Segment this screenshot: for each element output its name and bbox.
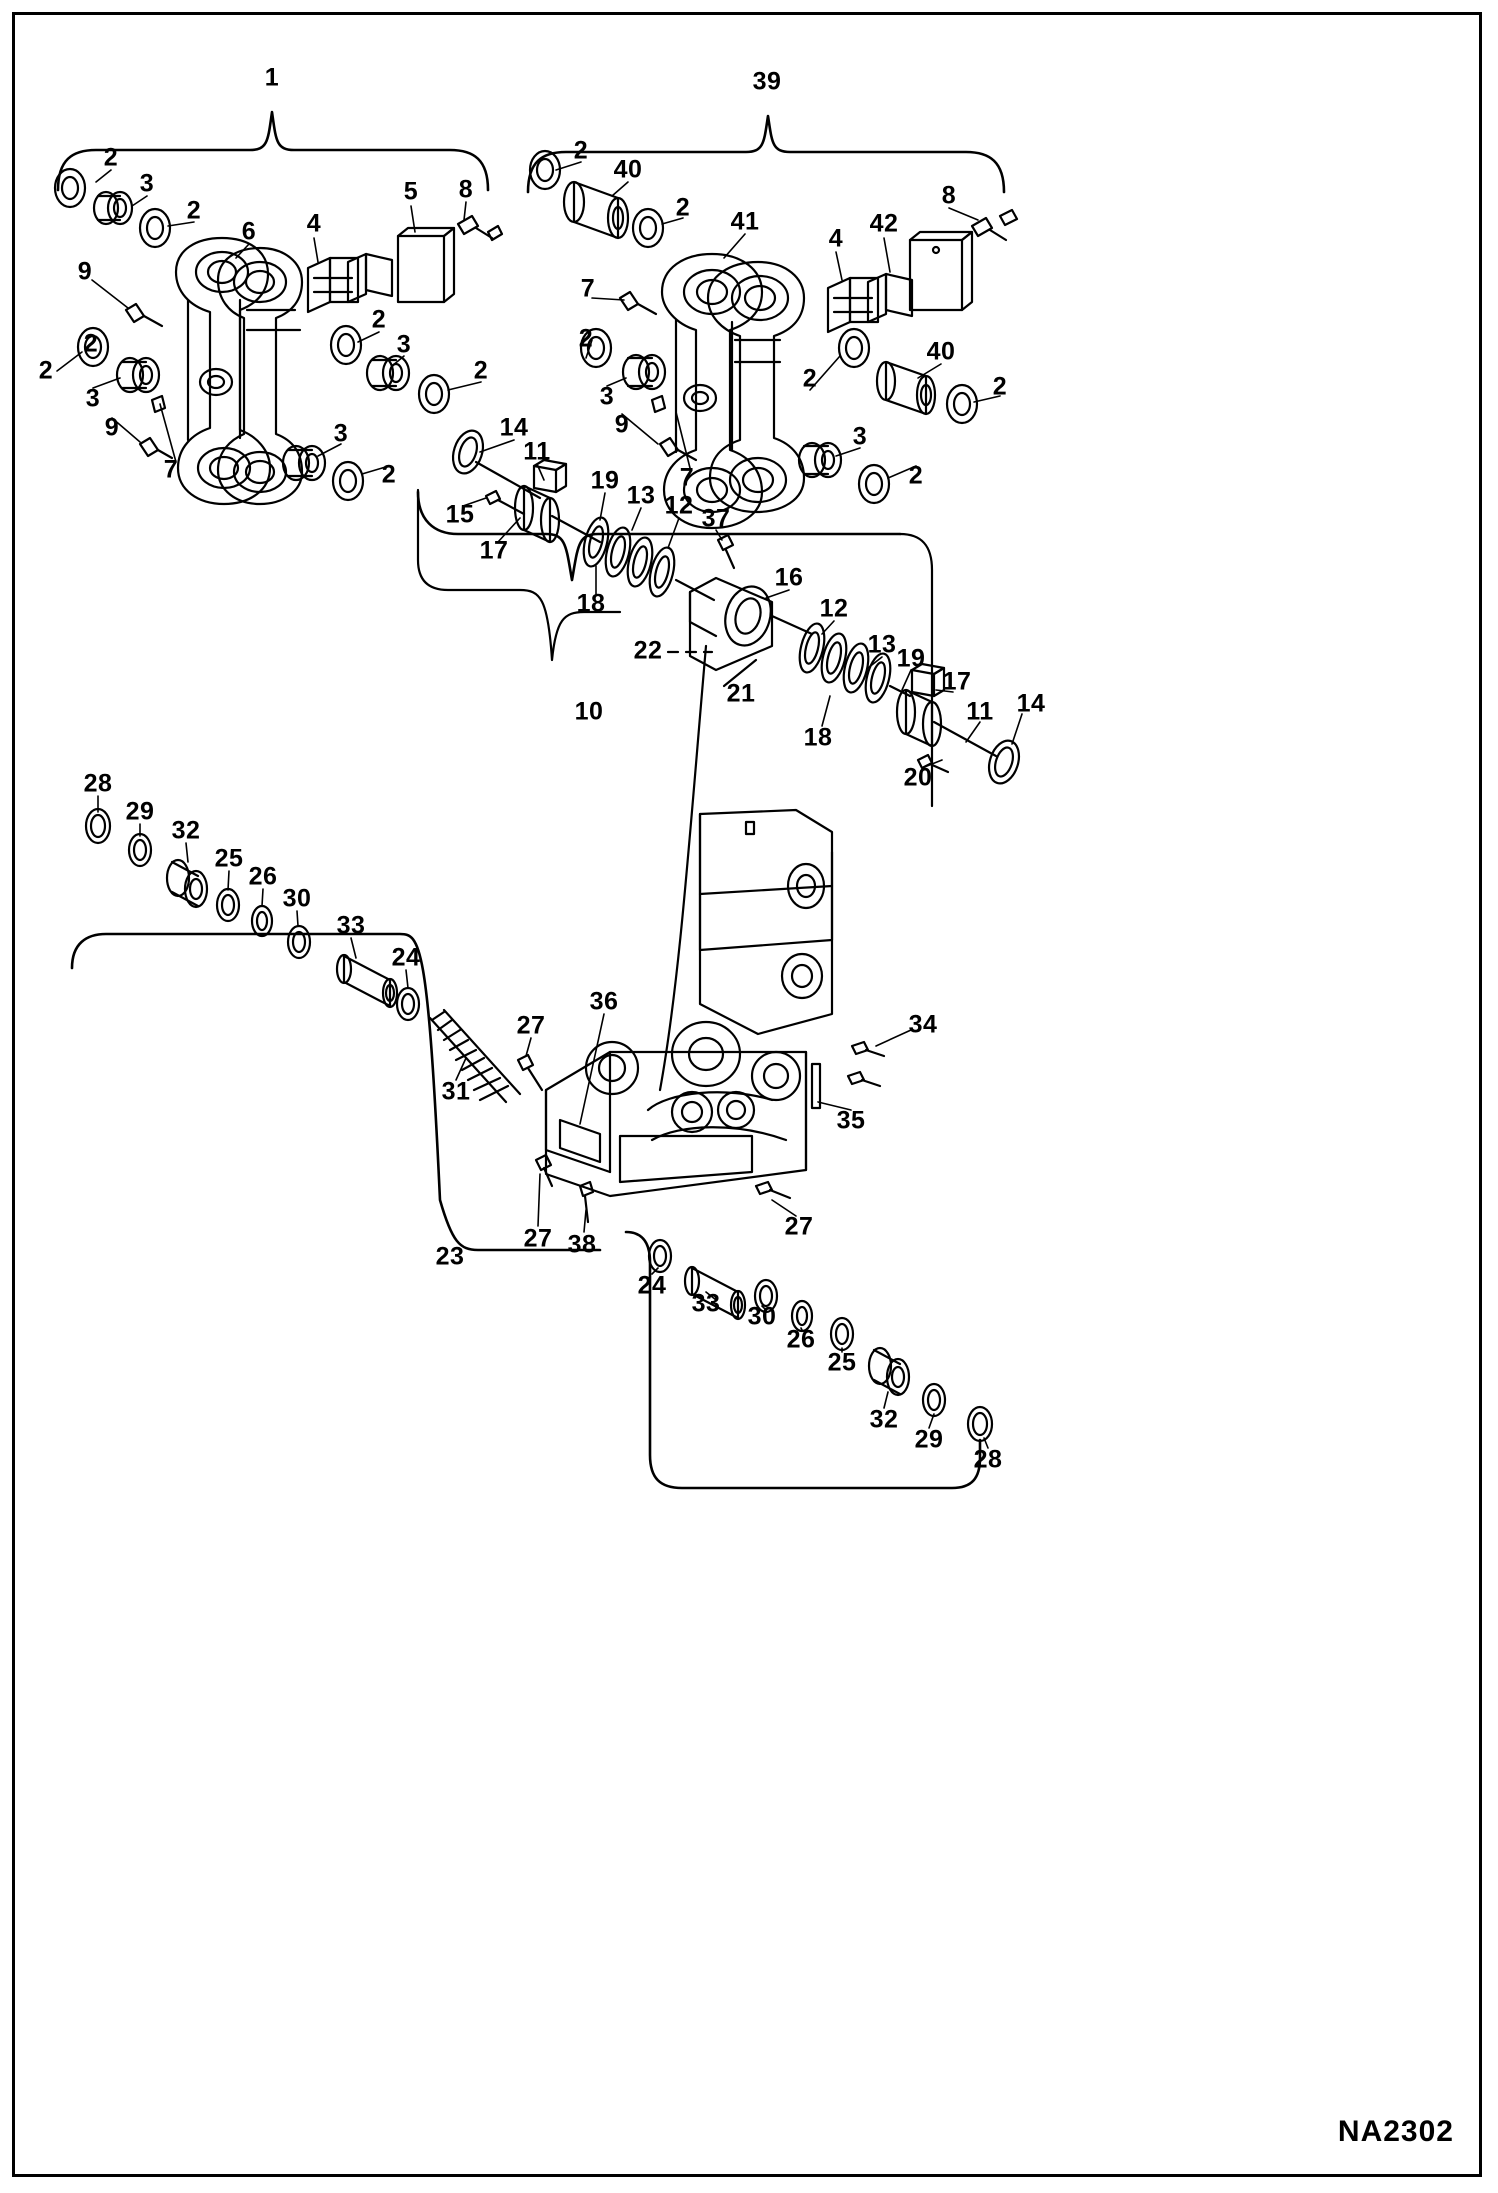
callout-number: 28 — [83, 769, 113, 798]
callout-number: 24 — [391, 943, 421, 972]
callout-number: 2 — [103, 143, 119, 172]
callout-number: 30 — [747, 1302, 777, 1331]
callout-number: 13 — [867, 630, 897, 659]
drawing-code-label: NA2302 — [1337, 2115, 1454, 2148]
callout-number: 18 — [803, 723, 833, 752]
callout-number: 11 — [523, 437, 551, 466]
callout-number: 2 — [186, 196, 202, 225]
callout-number: 4 — [828, 224, 844, 253]
callout-number: 25 — [827, 1348, 857, 1377]
callout-number: 14 — [1016, 689, 1046, 718]
callout-number: 7 — [580, 274, 596, 303]
callout-number: 1 — [264, 63, 280, 92]
callout-number: 26 — [248, 862, 278, 891]
callout-number: 13 — [626, 481, 656, 510]
callout-number: 33 — [691, 1289, 721, 1318]
callout-number: 3 — [333, 419, 349, 448]
callout-number: 26 — [786, 1325, 816, 1354]
callout-number: 3 — [85, 384, 101, 413]
callout-number: 8 — [458, 175, 474, 204]
callout-number: 3 — [599, 382, 615, 411]
callout-number: 2 — [578, 324, 594, 353]
callout-number: 24 — [637, 1271, 667, 1300]
callout-number: 17 — [942, 667, 972, 696]
callout-number: 12 — [664, 491, 694, 520]
callout-number: 12 — [819, 594, 849, 623]
callout-number: 40 — [926, 337, 956, 366]
callout-number: 2 — [83, 329, 99, 358]
callout-number: 2 — [573, 136, 589, 165]
callout-number: 20 — [903, 763, 933, 792]
callout-number: 27 — [523, 1224, 553, 1253]
callout-number: 29 — [914, 1425, 944, 1454]
callout-number: 2 — [38, 356, 54, 385]
callout-number: 2 — [802, 364, 818, 393]
callout-number: 14 — [499, 413, 529, 442]
callout-number: 22 — [633, 636, 663, 665]
callout-number: 32 — [869, 1405, 899, 1434]
callout-number: 9 — [77, 257, 93, 286]
callout-number: 28 — [973, 1445, 1003, 1474]
callout-number: 27 — [516, 1011, 546, 1040]
callout-number: 3 — [852, 422, 868, 451]
callout-number: 2 — [371, 305, 387, 334]
callout-number: 2 — [675, 193, 691, 222]
callout-number: 34 — [908, 1010, 938, 1039]
callout-number: 30 — [282, 884, 312, 913]
callout-number: 36 — [589, 987, 619, 1016]
callout-number: 3 — [396, 330, 412, 359]
callout-number: 2 — [992, 372, 1008, 401]
callout-number: 6 — [241, 217, 257, 246]
callout-number: 3 — [139, 169, 155, 198]
callout-number: 31 — [441, 1077, 471, 1106]
callout-number: 23 — [435, 1242, 465, 1271]
callout-number: 19 — [896, 644, 926, 673]
callout-number: 7 — [163, 455, 179, 484]
callout-number: 2 — [381, 460, 397, 489]
callout-number: 41 — [730, 207, 760, 236]
callout-number: 5 — [403, 177, 419, 206]
callout-number: 17 — [479, 536, 509, 565]
callout-number: 7 — [679, 463, 695, 492]
callout-number: 2 — [473, 356, 489, 385]
callout-number: 35 — [836, 1106, 866, 1135]
callout-number: 32 — [171, 816, 201, 845]
callout-number: 9 — [104, 413, 120, 442]
callout-number: 40 — [613, 155, 643, 184]
callout-number: 9 — [614, 410, 630, 439]
callout-number: 38 — [567, 1230, 597, 1259]
callout-number: 39 — [752, 67, 782, 96]
callout-number: 42 — [869, 209, 899, 238]
callout-number: 37 — [701, 504, 731, 533]
callout-number: 8 — [941, 181, 957, 210]
callout-number: 19 — [590, 466, 620, 495]
callout-number: 18 — [576, 589, 606, 618]
callout-number: 33 — [336, 911, 366, 940]
callout-number: 11 — [966, 697, 994, 726]
callout-number: 21 — [726, 679, 756, 708]
callout-number: 15 — [445, 500, 475, 529]
callout-number: 16 — [774, 563, 804, 592]
callout-number: 29 — [125, 797, 155, 826]
callout-number: 10 — [574, 697, 604, 726]
callout-number: 4 — [306, 209, 322, 238]
callout-number: 2 — [908, 461, 924, 490]
callout-number: 27 — [784, 1212, 814, 1241]
callout-number: 25 — [214, 844, 244, 873]
